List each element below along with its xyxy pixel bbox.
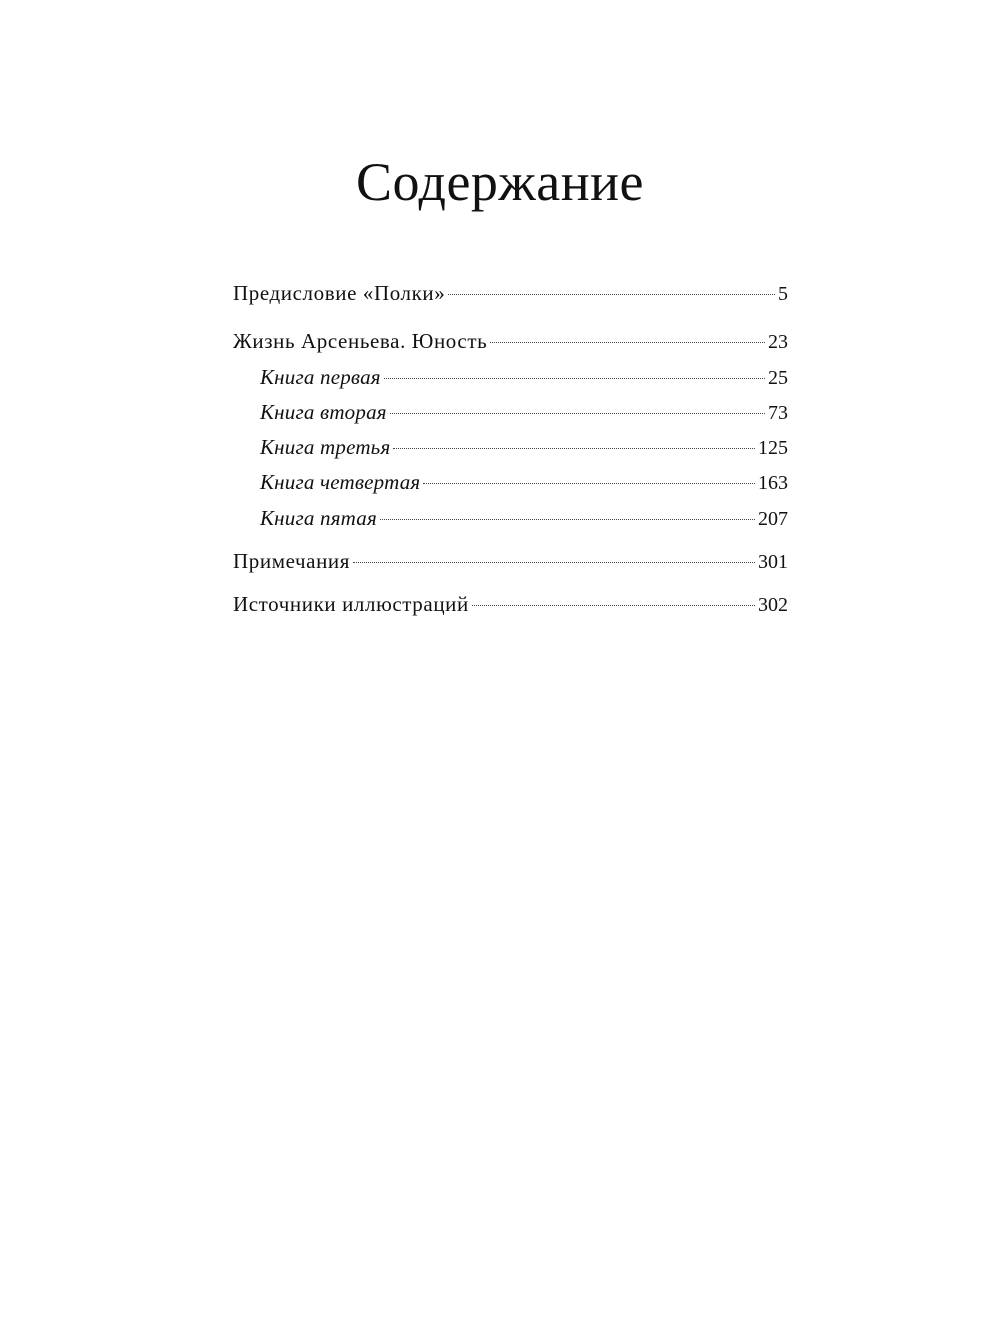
toc-entry-label: Книга вторая (260, 400, 387, 424)
toc-page-number: 302 (758, 594, 788, 616)
toc-entry-label: Книга третья (260, 435, 391, 459)
toc-leader-dots (390, 413, 765, 414)
toc-entry-label: Предисловие «Полки» (233, 281, 446, 305)
toc-entry-label: Источники иллюстраций (233, 592, 469, 616)
toc-entry-book-5[interactable] (260, 503, 788, 533)
toc-leader-dots (380, 519, 755, 520)
toc-page-number: 25 (768, 367, 788, 389)
toc-entry-label: Книга пятая (260, 506, 377, 530)
toc-entry-main-work[interactable] (233, 326, 788, 356)
toc-entry-book-2[interactable] (260, 397, 788, 427)
toc-entry-preface[interactable] (233, 278, 788, 308)
toc-page-number: 23 (768, 331, 788, 353)
toc-entry-label: Книга первая (260, 365, 381, 389)
toc-leader-dots (448, 294, 775, 295)
toc-entry-book-4[interactable] (260, 467, 788, 497)
toc-entry-label: Жизнь Арсеньева. Юность (233, 329, 488, 353)
page-title: Содержание (356, 152, 644, 212)
toc-leader-dots (384, 378, 765, 379)
toc-page-number: 73 (768, 402, 788, 424)
toc-leader-dots (423, 483, 755, 484)
toc-page-number: 207 (758, 508, 788, 530)
toc-entry-book-3[interactable] (260, 432, 788, 462)
toc-entry-label: Книга четвертая (260, 470, 421, 494)
toc-entry-notes[interactable] (233, 546, 788, 576)
toc-leader-dots (490, 342, 765, 343)
toc-page-number: 125 (758, 437, 788, 459)
toc-page-number: 163 (758, 472, 788, 494)
toc-leader-dots (393, 448, 755, 449)
toc-page-number: 301 (758, 551, 788, 573)
toc-entry-label: Примечания (233, 549, 351, 573)
toc-entry-illustration-sources[interactable] (233, 589, 788, 619)
toc-page-number: 5 (778, 283, 788, 305)
toc-leader-dots (353, 562, 755, 563)
toc-entry-book-1[interactable] (260, 362, 788, 392)
toc-leader-dots (472, 605, 755, 606)
